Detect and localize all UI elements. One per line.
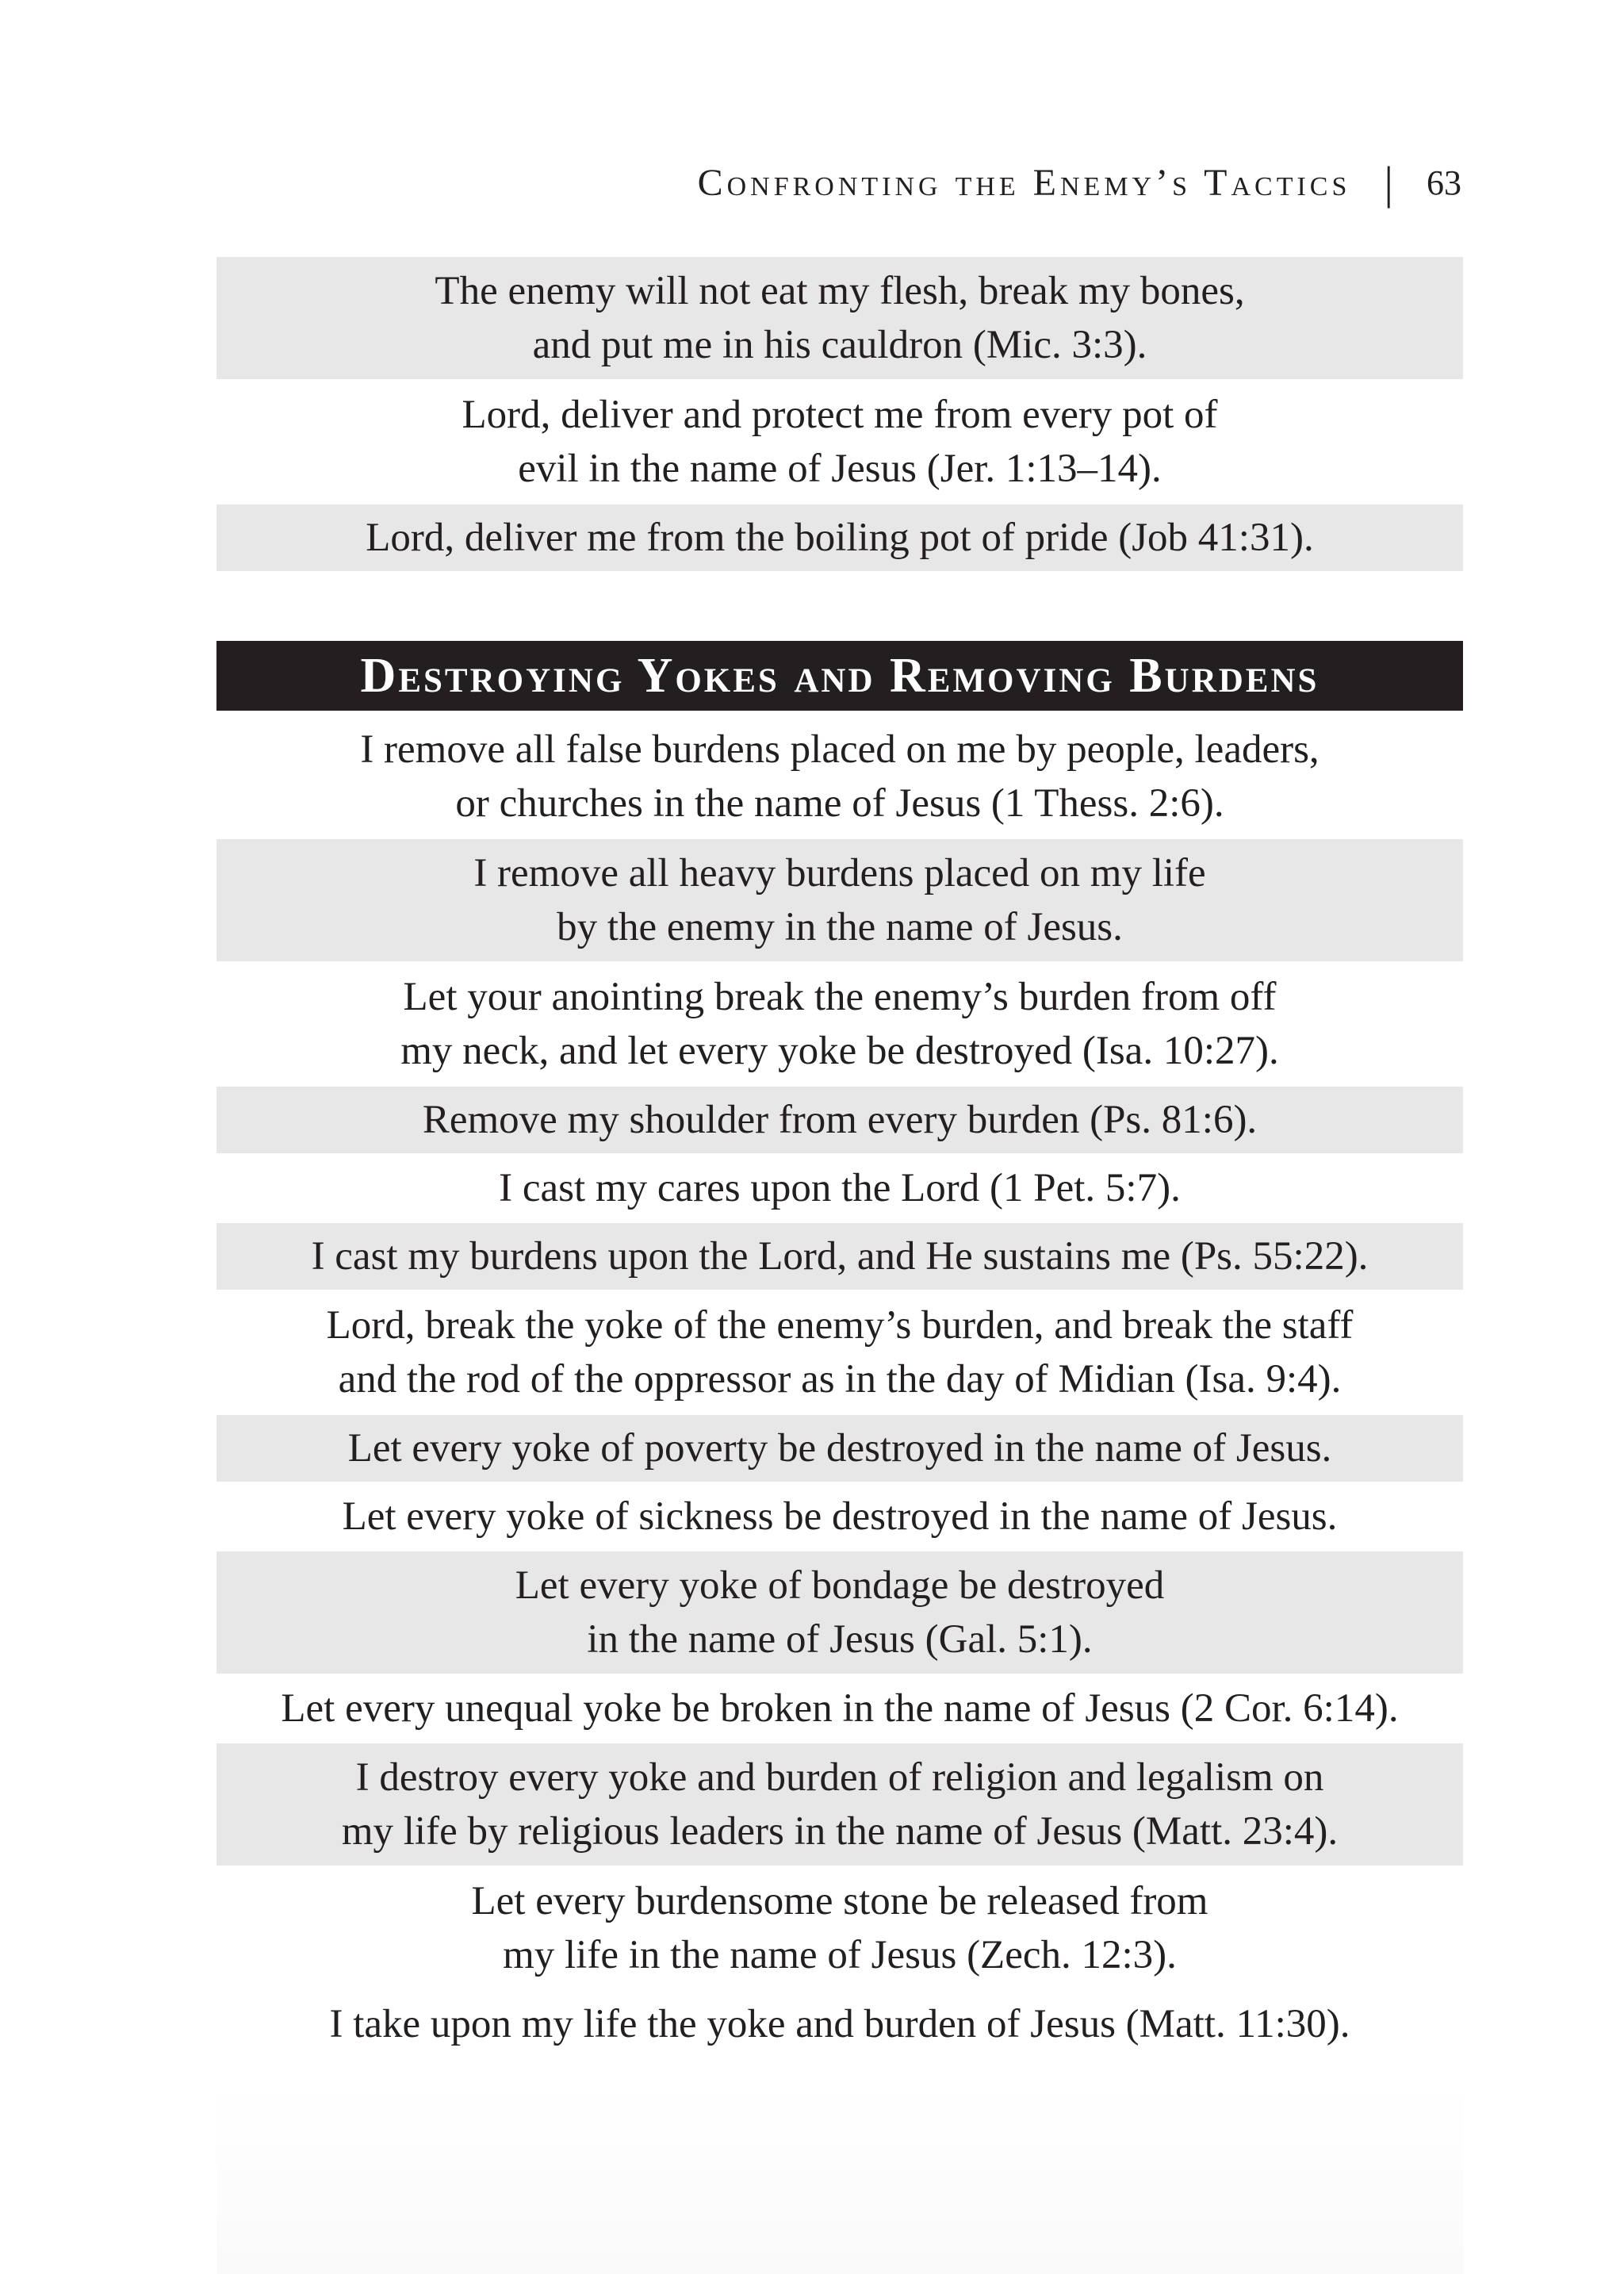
prayer-item xyxy=(216,1867,1463,1989)
prayer-item xyxy=(216,1291,1463,1413)
prayer-text: I remove all heavy burdens placed on my life by the enemy in the name of Jesus. xyxy=(473,851,1206,949)
prayer-text: Let every yoke of bondage be destroyed in the name of Jesus (Gal. 5:1). xyxy=(515,1563,1165,1662)
prayer-text: Let every burdensome stone be released from my life in the name of Jesus (Zech. 12:3). xyxy=(471,1879,1208,1977)
prayer-text: Lord, deliver me from the boiling pot of pride (Job 41:31). xyxy=(366,516,1314,560)
prayer-item xyxy=(216,963,1463,1085)
prayer-text: Let every unequal yoke be broken in the name of Jesus (2 Cor. 6:14). xyxy=(281,1686,1399,1731)
prayer-text: Lord, deliver and protect me from every pot of evil in the name of Jesus (Jer. 1:13–14). xyxy=(462,393,1218,491)
running-head-title: Confronting the Enemy’s Tactics xyxy=(697,161,1351,204)
running-head xyxy=(698,157,1461,208)
yokes-burdens-section xyxy=(216,641,1463,2059)
prayer-text: Lord, break the yoke of the enemy’s burden, and break the staff and the rod of the oppressor as in the day of Midian (Isa. 9:4). xyxy=(326,1303,1354,1402)
prayer-text: The enemy will not eat my flesh, break my bones, and put me in his cauldron (Mic. 3:3). xyxy=(435,269,1245,367)
prayer-text: I destroy every yoke and burden of religion and legalism on my life by religious leaders in the name of Jesus (Matt. 23:4). xyxy=(341,1755,1339,1854)
prayer-text: Let every yoke of sickness be destroyed in the name of Jesus. xyxy=(342,1494,1338,1539)
prayer-text: I cast my burdens upon the Lord, and He sustains me (Ps. 55:22). xyxy=(311,1234,1369,1279)
prayer-item xyxy=(216,381,1463,503)
page-number: 63 xyxy=(1427,163,1461,202)
prayer-item xyxy=(216,504,1463,571)
prayer-item xyxy=(216,1675,1463,1742)
running-head-separator: | xyxy=(1384,156,1395,209)
prayer-item xyxy=(216,1087,1463,1153)
prayer-item xyxy=(216,1991,1463,2057)
prayer-item xyxy=(216,839,1463,961)
prayer-text: I remove all false burdens placed on me by people, leaders, or churches in the name of Jesus (1 Thess. 2:6). xyxy=(360,727,1320,826)
prayer-item xyxy=(216,1483,1463,1550)
prayer-text: I cast my cares upon the Lord (1 Pet. 5:7). xyxy=(499,1166,1181,1210)
prayer-item xyxy=(216,1551,1463,1674)
prayer-item xyxy=(216,1415,1463,1482)
page-bottom-margin xyxy=(216,2078,1463,2274)
prayer-text: Let your anointing break the enemy’s burden from off my neck, and let every yoke be destroyed (Isa. 10:27). xyxy=(400,975,1279,1073)
top-prayer-list xyxy=(216,257,1463,573)
prayer-text: I take upon my life the yoke and burden of Jesus (Matt. 11:30). xyxy=(329,2002,1350,2046)
prayer-item xyxy=(216,257,1463,379)
prayer-text: Remove my shoulder from every burden (Ps. 81:6). xyxy=(422,1098,1258,1142)
section-heading: Destroying Yokes and Removing Burdens xyxy=(216,641,1463,711)
prayer-item xyxy=(216,1223,1463,1290)
prayer-item xyxy=(216,715,1463,838)
prayer-item xyxy=(216,1155,1463,1221)
prayer-text: Let every yoke of poverty be destroyed in the name of Jesus. xyxy=(347,1426,1332,1471)
prayer-item xyxy=(216,1743,1463,1866)
